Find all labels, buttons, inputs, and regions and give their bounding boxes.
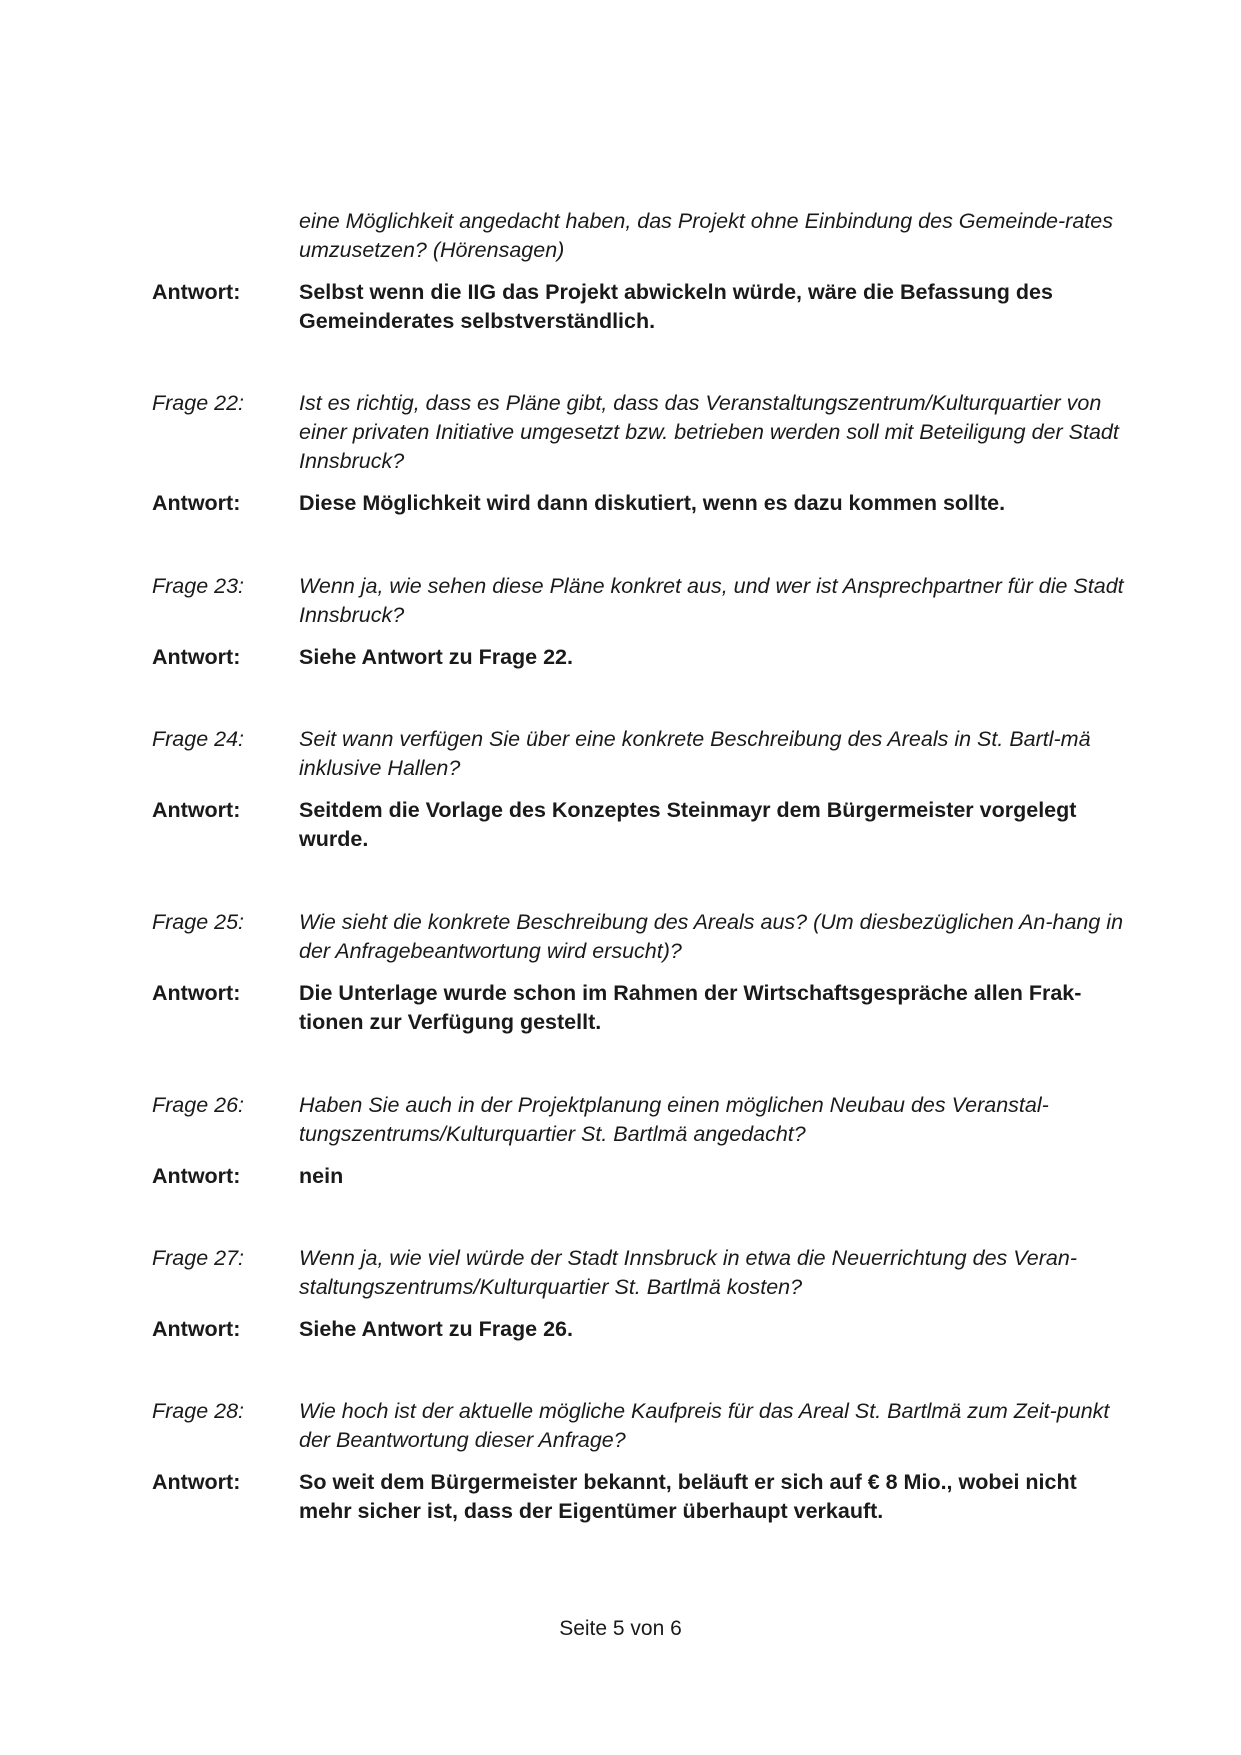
question-label: Frage 25: — [152, 910, 245, 934]
question-text: eine Möglichkeit angedacht haben, das Projekt ohne Einbindung des Gemeinde-rates umzusetzen? (Hörensagen) — [299, 209, 1113, 262]
page-number-footer: Seite 5 von 6 — [559, 1617, 682, 1640]
question-label: Frage 26: — [152, 1093, 245, 1117]
answer-label: Antwort: — [152, 1317, 241, 1341]
answer-27 — [152, 1315, 1132, 1344]
question-24 — [152, 725, 1132, 783]
question-label-empty — [152, 207, 299, 265]
answer-text: Siehe Antwort zu Frage 26. — [299, 1317, 573, 1341]
question-text: Ist es richtig, dass es Pläne gibt, dass das Veranstaltungszentrum/Kulturquartier von einer privaten Initiative umgesetzt bzw. betrieben werden soll mit Beteiligung der Stadt Innsbruck? — [299, 391, 1119, 473]
question-text: Wie hoch ist der aktuelle mögliche Kaufpreis für das Areal St. Bartlmä zum Zeit-punkt der Beantwortung dieser Anfrage? — [299, 1399, 1110, 1452]
question-label: Frage 28: — [152, 1399, 245, 1423]
answer-24 — [152, 796, 1132, 854]
answer-23 — [152, 643, 1132, 672]
question-label: Frage 23: — [152, 574, 245, 598]
answer-22 — [152, 489, 1132, 518]
question-label: Frage 27: — [152, 1246, 245, 1270]
question-text: Wenn ja, wie sehen diese Pläne konkret aus, und wer ist Ansprechpartner für die Stadt Innsbruck? — [299, 574, 1124, 627]
answer-label: Antwort: — [152, 491, 241, 515]
answer-text: Die Unterlage wurde schon im Rahmen der Wirtschaftsgespräche allen Frak-tionen zur Verfügung gestellt. — [299, 981, 1082, 1034]
answer-label: Antwort: — [152, 1470, 241, 1494]
question-text: Wie sieht die konkrete Beschreibung des Areals aus? (Um diesbezüglichen An-hang in der Anfragebeantwortung wird ersucht)? — [299, 910, 1124, 963]
answer-label: Antwort: — [152, 1164, 241, 1188]
answer-text: Selbst wenn die IIG das Projekt abwickeln würde, wäre die Befassung des Gemeinderates selbstverständlich. — [299, 280, 1053, 333]
answer-text: Seitdem die Vorlage des Konzeptes Steinmayr dem Bürgermeister vorgelegt wurde. — [299, 798, 1077, 851]
question-28 — [152, 1397, 1132, 1455]
question-text: Wenn ja, wie viel würde der Stadt Innsbruck in etwa die Neuerrichtung des Veran-staltungszentrums/Kulturquartier St. Bartlmä kosten? — [299, 1246, 1077, 1299]
answer-label: Antwort: — [152, 280, 241, 304]
question-text: Haben Sie auch in der Projektplanung einen möglichen Neubau des Veranstal-tungszentrums/Kulturquartier St. Bartlmä angedacht? — [299, 1093, 1049, 1146]
question-23 — [152, 572, 1132, 630]
answer-text: So weit dem Bürgermeister bekannt, beläuft er sich auf € 8 Mio., wobei nicht mehr sicher ist, dass der Eigentümer überhaupt verkauft. — [299, 1470, 1077, 1523]
question-label: Frage 22: — [152, 391, 245, 415]
answer-text: nein — [299, 1164, 344, 1188]
answer-text: Diese Möglichkeit wird dann diskutiert, wenn es dazu kommen sollte. — [299, 491, 1006, 515]
question-label: Frage 24: — [152, 727, 245, 751]
answer-28 — [152, 1468, 1132, 1526]
answer-label: Antwort: — [152, 798, 241, 822]
question-continuation — [152, 207, 1132, 265]
answer-26 — [152, 1162, 1132, 1191]
question-27 — [152, 1244, 1132, 1302]
answer-continuation — [152, 278, 1132, 336]
question-text: Seit wann verfügen Sie über eine konkrete Beschreibung des Areals in St. Bartl-mä inklusive Hallen? — [299, 727, 1091, 780]
question-22 — [152, 389, 1132, 476]
question-25 — [152, 908, 1132, 966]
answer-text: Siehe Antwort zu Frage 22. — [299, 645, 573, 669]
answer-label: Antwort: — [152, 981, 241, 1005]
answer-label: Antwort: — [152, 645, 241, 669]
answer-25 — [152, 979, 1132, 1037]
question-26 — [152, 1091, 1132, 1149]
